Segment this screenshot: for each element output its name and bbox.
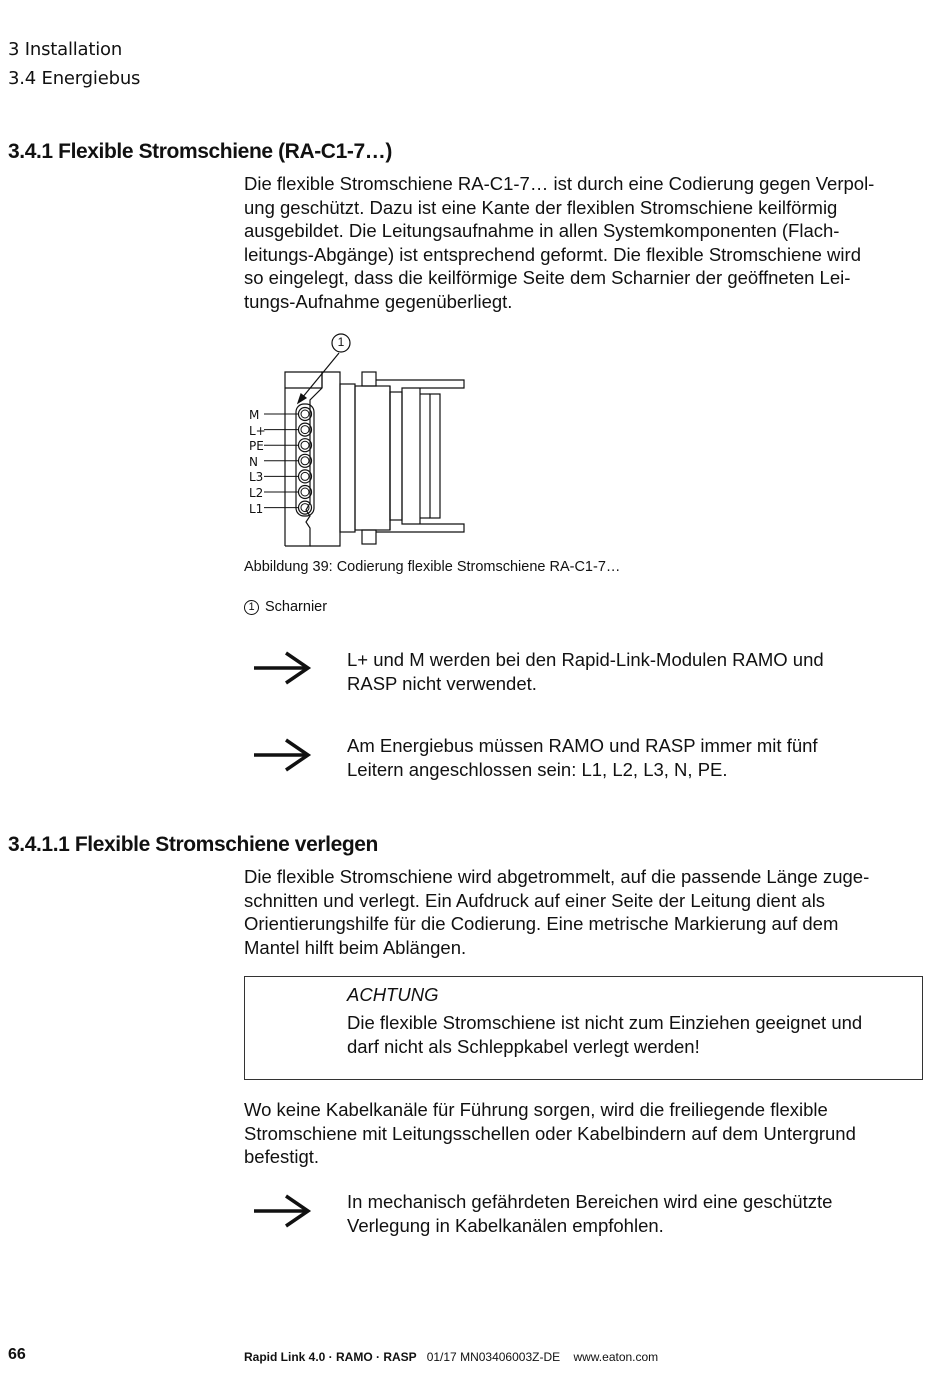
warning-line: darf nicht als Schleppkabel verlegt werden! [347, 1036, 700, 1057]
coding-figure [240, 328, 480, 553]
footer-line [244, 1350, 658, 1364]
paragraph-line: ausgebildet. Die Leitungsaufnahme in allen Systemkomponenten (Flach- [244, 220, 840, 241]
conductor-label: PE [249, 439, 264, 454]
warning-text [347, 1011, 917, 1059]
legend-number: 1 [244, 600, 259, 615]
busbar-diagram [240, 328, 480, 553]
paragraph-line: leitungs-Abgänge) ist entsprechend geformt. Die flexible Stromschiene wird [244, 243, 861, 265]
section-heading: 3.4.1 Flexible Stromschiene (RA-C1-7…) [8, 140, 392, 163]
note-line: Leitern angeschlossen sein: L1, L2, L3, N, PE. [347, 759, 728, 780]
conductor-circle [299, 501, 312, 514]
paragraph-line: tungs-Aufnahme gegenüberliegt. [244, 290, 513, 312]
paragraph-line: Die flexible Stromschiene RA-C1-7… ist durch eine Codierung gegen Verpol- [244, 173, 875, 194]
warning-box [244, 976, 923, 1080]
footer-product: Rapid Link 4.0 · RAMO · RASP [244, 1350, 417, 1364]
paragraph-line: Orientierungshilfe für die Codierung. Eine metrische Markierung auf dem [244, 913, 839, 934]
conductor-label: L+ [249, 423, 266, 438]
paragraph-line: Stromschiene mit Leitungsschellen oder Kabelbindern auf dem Untergrund [244, 1122, 856, 1144]
paragraph-line: Wo keine Kabelkanäle für Führung sorgen, wird die freiliegende flexible [244, 1099, 828, 1120]
laying-paragraph [244, 865, 934, 959]
note-text [347, 1190, 927, 1238]
legend-label: Scharnier [265, 599, 328, 615]
note-line: In mechanisch gefährdeten Bereichen wird eine geschützte [347, 1191, 833, 1212]
paragraph-line: Mantel hilft beim Ablängen. [244, 936, 467, 958]
conductor-core [301, 410, 309, 418]
warning-line: Die flexible Stromschiene ist nicht zum Einziehen geeignet und [347, 1012, 863, 1033]
warning-title: ACHTUNG [347, 984, 439, 1005]
intro-paragraph [244, 172, 934, 313]
arrow-icon [252, 650, 312, 691]
paragraph-line: Die flexible Stromschiene wird abgetrommelt, auf die passende Länge zuge- [244, 866, 870, 887]
note-text [347, 648, 927, 696]
subsection-heading: 3.4.1.1 Flexible Stromschiene verlegen [8, 833, 378, 856]
note-line: RASP nicht verwendet. [347, 673, 537, 694]
conductor-label: L1 [249, 501, 264, 516]
conductor-label: M [249, 408, 260, 422]
conductor-core [301, 426, 309, 434]
section-breadcrumb: 3.4 Energiebus [8, 68, 141, 89]
conductor-labels [249, 408, 266, 517]
arrow-icon [252, 737, 312, 778]
page-number: 66 [8, 1346, 26, 1363]
conductor-label: N [249, 454, 258, 469]
paragraph-line: schnitten und verlegt. Ein Aufdruck auf einer Seite der Leitung dient als [244, 889, 826, 911]
callout-number: 1 [337, 335, 345, 349]
conductor-core [301, 457, 309, 465]
paragraph-line: befestigt. [244, 1146, 320, 1167]
conductor-core [301, 472, 309, 480]
chapter-breadcrumb: 3 Installation [8, 39, 123, 60]
conductor-label: L3 [249, 470, 264, 485]
conductor-core [301, 488, 309, 496]
figure-legend [244, 599, 327, 615]
conductor-core [301, 441, 309, 449]
footer-url[interactable]: www.eaton.com [573, 1350, 659, 1364]
note-line: Verlegung in Kabelkanälen empfohlen. [347, 1215, 664, 1236]
note-line: Am Energiebus müssen RAMO und RASP immer mit fünf [347, 735, 818, 756]
note-line: L+ und M werden bei den Rapid-Link-Modulen RAMO und [347, 649, 824, 670]
figure-caption: Abbildung 39: Codierung flexible Stromschiene RA-C1-7… [244, 559, 621, 575]
footer-doc: 01/17 MN03406003Z-DE [426, 1350, 561, 1364]
conductor-label: L2 [249, 485, 264, 500]
arrow-icon [252, 1193, 312, 1234]
paragraph-line: so eingelegt, dass die keilförmige Seite dem Scharnier der geöffneten Lei- [244, 267, 851, 288]
note-text [347, 734, 927, 782]
paragraph-line: ung geschützt. Dazu ist eine Kante der flexiblen Stromschiene keilförmig [244, 196, 838, 218]
fastening-paragraph [244, 1098, 934, 1169]
